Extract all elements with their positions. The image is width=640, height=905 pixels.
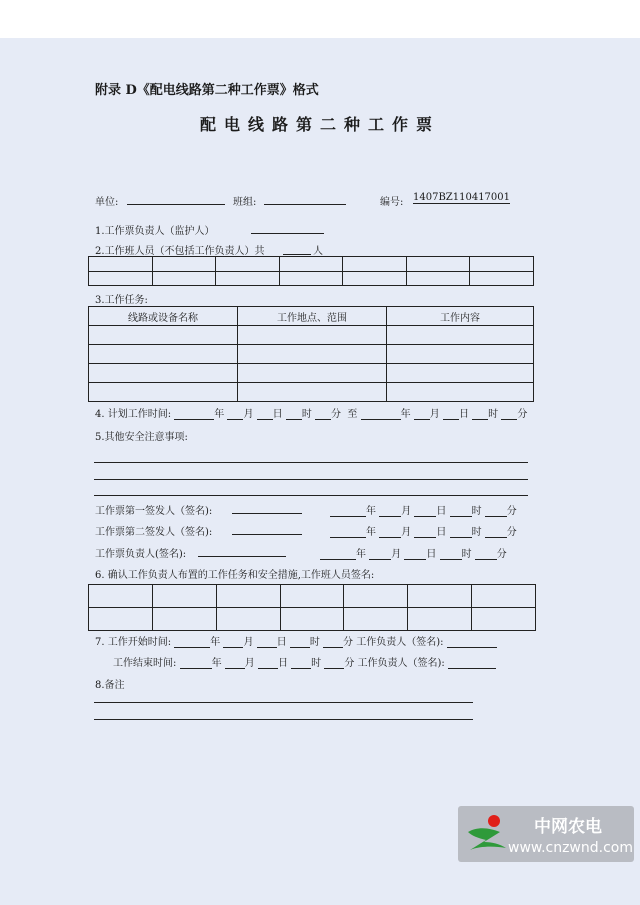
hour-field[interactable] [450,525,472,538]
unit-hour: 时 [309,637,320,648]
unit-year: 年 [210,637,221,648]
unit-day: 日 [276,637,287,648]
day-field[interactable] [414,504,436,517]
work-start-label: 7. 工作开始时间: [95,637,172,648]
confirm-cell[interactable] [280,608,344,631]
year-field[interactable] [330,504,366,517]
unit-month: 月 [243,637,254,648]
members-cell[interactable] [406,257,470,272]
unit-year: 年 [211,658,222,669]
month-field[interactable] [379,504,401,517]
responsible-sign-field[interactable] [198,545,286,557]
start-minute-field[interactable] [323,635,343,648]
month-field[interactable] [369,547,391,560]
unit-field[interactable] [127,193,225,205]
members-suffix: 人 [313,246,323,257]
end-hour-field[interactable] [291,656,311,669]
safety-line[interactable] [94,462,528,463]
members-count-field[interactable] [283,243,311,255]
task-header-location: 工作地点、范围 [238,307,387,326]
unit-day: 日 [436,506,447,517]
task-cell[interactable] [238,383,387,402]
confirm-label: 6. 确认工作负责人布置的工作任务和安全措施,工作班人员签名: [95,570,375,581]
unit-month: 月 [244,658,255,669]
start-hour-field[interactable] [290,635,310,648]
unit-minute: 分 [506,506,517,517]
responsible-field[interactable] [251,222,324,234]
task-cell[interactable] [238,326,387,345]
work-end-label: 工作结束时间: [113,658,177,669]
watermark-logo [458,806,634,862]
number-value: 1407BZ110417001 [413,192,511,203]
tasks-label: 3.工作任务: [95,295,148,306]
unit-day: 日 [426,549,437,560]
signer2-time [330,523,517,538]
unit-month: 月 [401,506,412,517]
remarks-label: 8.备注 [95,680,125,691]
unit-minute: 分 [496,549,507,560]
day-field[interactable] [404,547,426,560]
task-cell[interactable] [89,326,238,345]
month-field[interactable] [379,525,401,538]
task-cell[interactable] [238,364,387,383]
planned-start-day-field[interactable] [257,407,273,420]
unit-day: 日 [436,527,447,538]
planned-time-row [95,405,527,420]
confirm-cell[interactable] [280,585,344,608]
remarks-line[interactable] [94,719,473,720]
task-cell[interactable] [387,345,534,364]
remarks-line[interactable] [94,702,473,703]
members-cell[interactable] [216,257,280,272]
end-year-field[interactable] [180,656,212,669]
start-month-field[interactable] [223,635,243,648]
minute-field[interactable] [485,525,507,538]
end-day-field[interactable] [258,656,278,669]
planned-time-label: 4. 计划工作时间: [95,409,172,420]
document-page [0,38,640,905]
leader-sign-field[interactable] [448,656,496,669]
work-start-row [95,633,497,648]
unit-day: 日 [272,409,283,420]
signer2-field[interactable] [232,523,302,535]
unit-month: 月 [391,549,402,560]
members-cell[interactable] [279,272,343,286]
unit-label: 单位: [95,197,119,208]
members-cell[interactable] [152,272,216,286]
unit-year: 年 [400,409,411,420]
members-cell[interactable] [89,272,153,286]
leaf-logo-icon [464,812,508,856]
members-cell[interactable] [216,272,280,286]
confirm-cell[interactable] [344,585,408,608]
members-cell[interactable] [470,272,534,286]
members-cell[interactable] [89,257,153,272]
team-field[interactable] [264,193,346,205]
signer1-time [330,502,517,517]
other-safety-label: 5.其他安全注意事项: [95,432,188,443]
year-field[interactable] [320,547,356,560]
planned-end-minute-field[interactable] [501,407,517,420]
confirm-cell[interactable] [89,585,153,608]
safety-line[interactable] [94,495,528,496]
unit-minute: 分 [331,409,342,420]
unit-month: 月 [401,527,412,538]
minute-field[interactable] [485,504,507,517]
unit-year: 年 [366,506,376,517]
confirm-cell[interactable] [216,585,280,608]
tasks-table [88,306,534,402]
confirm-cell[interactable] [152,585,216,608]
confirm-table [88,584,536,631]
members-cell[interactable] [343,272,407,286]
confirm-cell[interactable] [408,585,472,608]
unit-hour: 时 [301,409,312,420]
members-cell[interactable] [343,257,407,272]
task-header-equipment: 线路或设备名称 [89,307,238,326]
hour-field[interactable] [450,504,472,517]
members-cell[interactable] [406,272,470,286]
unit-year: 年 [366,527,376,538]
minute-field[interactable] [475,547,497,560]
confirm-cell[interactable] [216,608,280,631]
members-table [88,256,534,286]
watermark-url: www.cnzwnd.com [508,840,633,856]
leader-sign-label: 工作负责人（签名): [356,637,444,648]
planned-start-month-field[interactable] [227,407,243,420]
confirm-cell[interactable] [408,608,472,631]
ticket-title: 配电线路第二种工作票 [199,115,440,134]
unit-month: 月 [243,409,254,420]
start-year-field[interactable] [174,635,210,648]
unit-hour: 时 [461,549,472,560]
unit-minute: 分 [506,527,517,538]
planned-end-month-field[interactable] [414,407,430,420]
end-month-field[interactable] [225,656,245,669]
task-cell[interactable] [387,364,534,383]
number-label: 编号: [380,197,404,208]
unit-hour: 时 [311,658,322,669]
watermark-name: 中网农电 [534,817,602,837]
planned-end-day-field[interactable] [443,407,459,420]
task-cell[interactable] [89,345,238,364]
appendix-heading: 附录 D《配电线路第二种工作票》格式 [95,83,319,98]
to-label: 至 [347,409,358,420]
signer1-field[interactable] [232,502,302,514]
year-field[interactable] [330,525,366,538]
confirm-cell[interactable] [472,608,536,631]
task-cell[interactable] [238,345,387,364]
confirm-cell[interactable] [152,608,216,631]
unit-month: 月 [429,409,440,420]
unit-minute: 分 [344,658,355,669]
day-field[interactable] [414,525,436,538]
confirm-cell[interactable] [472,585,536,608]
task-cell[interactable] [89,383,238,402]
task-cell[interactable] [387,383,534,402]
planned-end-hour-field[interactable] [472,407,488,420]
members-cell[interactable] [279,257,343,272]
members-cell[interactable] [470,257,534,272]
confirm-cell[interactable] [344,608,408,631]
unit-day: 日 [458,409,469,420]
task-cell[interactable] [89,364,238,383]
unit-hour: 时 [471,527,482,538]
signer2-label: 工作票第二签发人（签名): [95,527,213,538]
team-label: 班组: [233,197,257,208]
responsible-sign-label: 工作票负责人(签名): [95,549,187,560]
responsible-label: 1.工作票负责人（监护人） [95,226,215,237]
members-label: 2.工作班人员（不包括工作负责人）共 [95,246,265,257]
confirm-cell[interactable] [89,608,153,631]
hour-field[interactable] [440,547,462,560]
safety-line[interactable] [94,479,528,480]
leader-sign-field[interactable] [447,635,497,648]
planned-start-year-field[interactable] [174,407,214,420]
planned-end-year-field[interactable] [361,407,401,420]
start-day-field[interactable] [257,635,277,648]
unit-hour: 时 [471,506,482,517]
unit-year: 年 [214,409,225,420]
end-minute-field[interactable] [324,656,344,669]
leader-sign-label: 工作负责人（签名): [357,658,445,669]
unit-minute: 分 [343,637,354,648]
planned-start-hour-field[interactable] [286,407,302,420]
planned-start-minute-field[interactable] [315,407,331,420]
signer1-label: 工作票第一签发人（签名): [95,506,213,517]
unit-minute: 分 [517,409,528,420]
task-header-content: 工作内容 [387,307,534,326]
task-cell[interactable] [387,326,534,345]
unit-year: 年 [356,549,366,560]
responsible-sign-time [320,545,507,560]
unit-hour: 时 [488,409,499,420]
unit-day: 日 [277,658,288,669]
work-end-row [113,654,496,669]
members-cell[interactable] [152,257,216,272]
